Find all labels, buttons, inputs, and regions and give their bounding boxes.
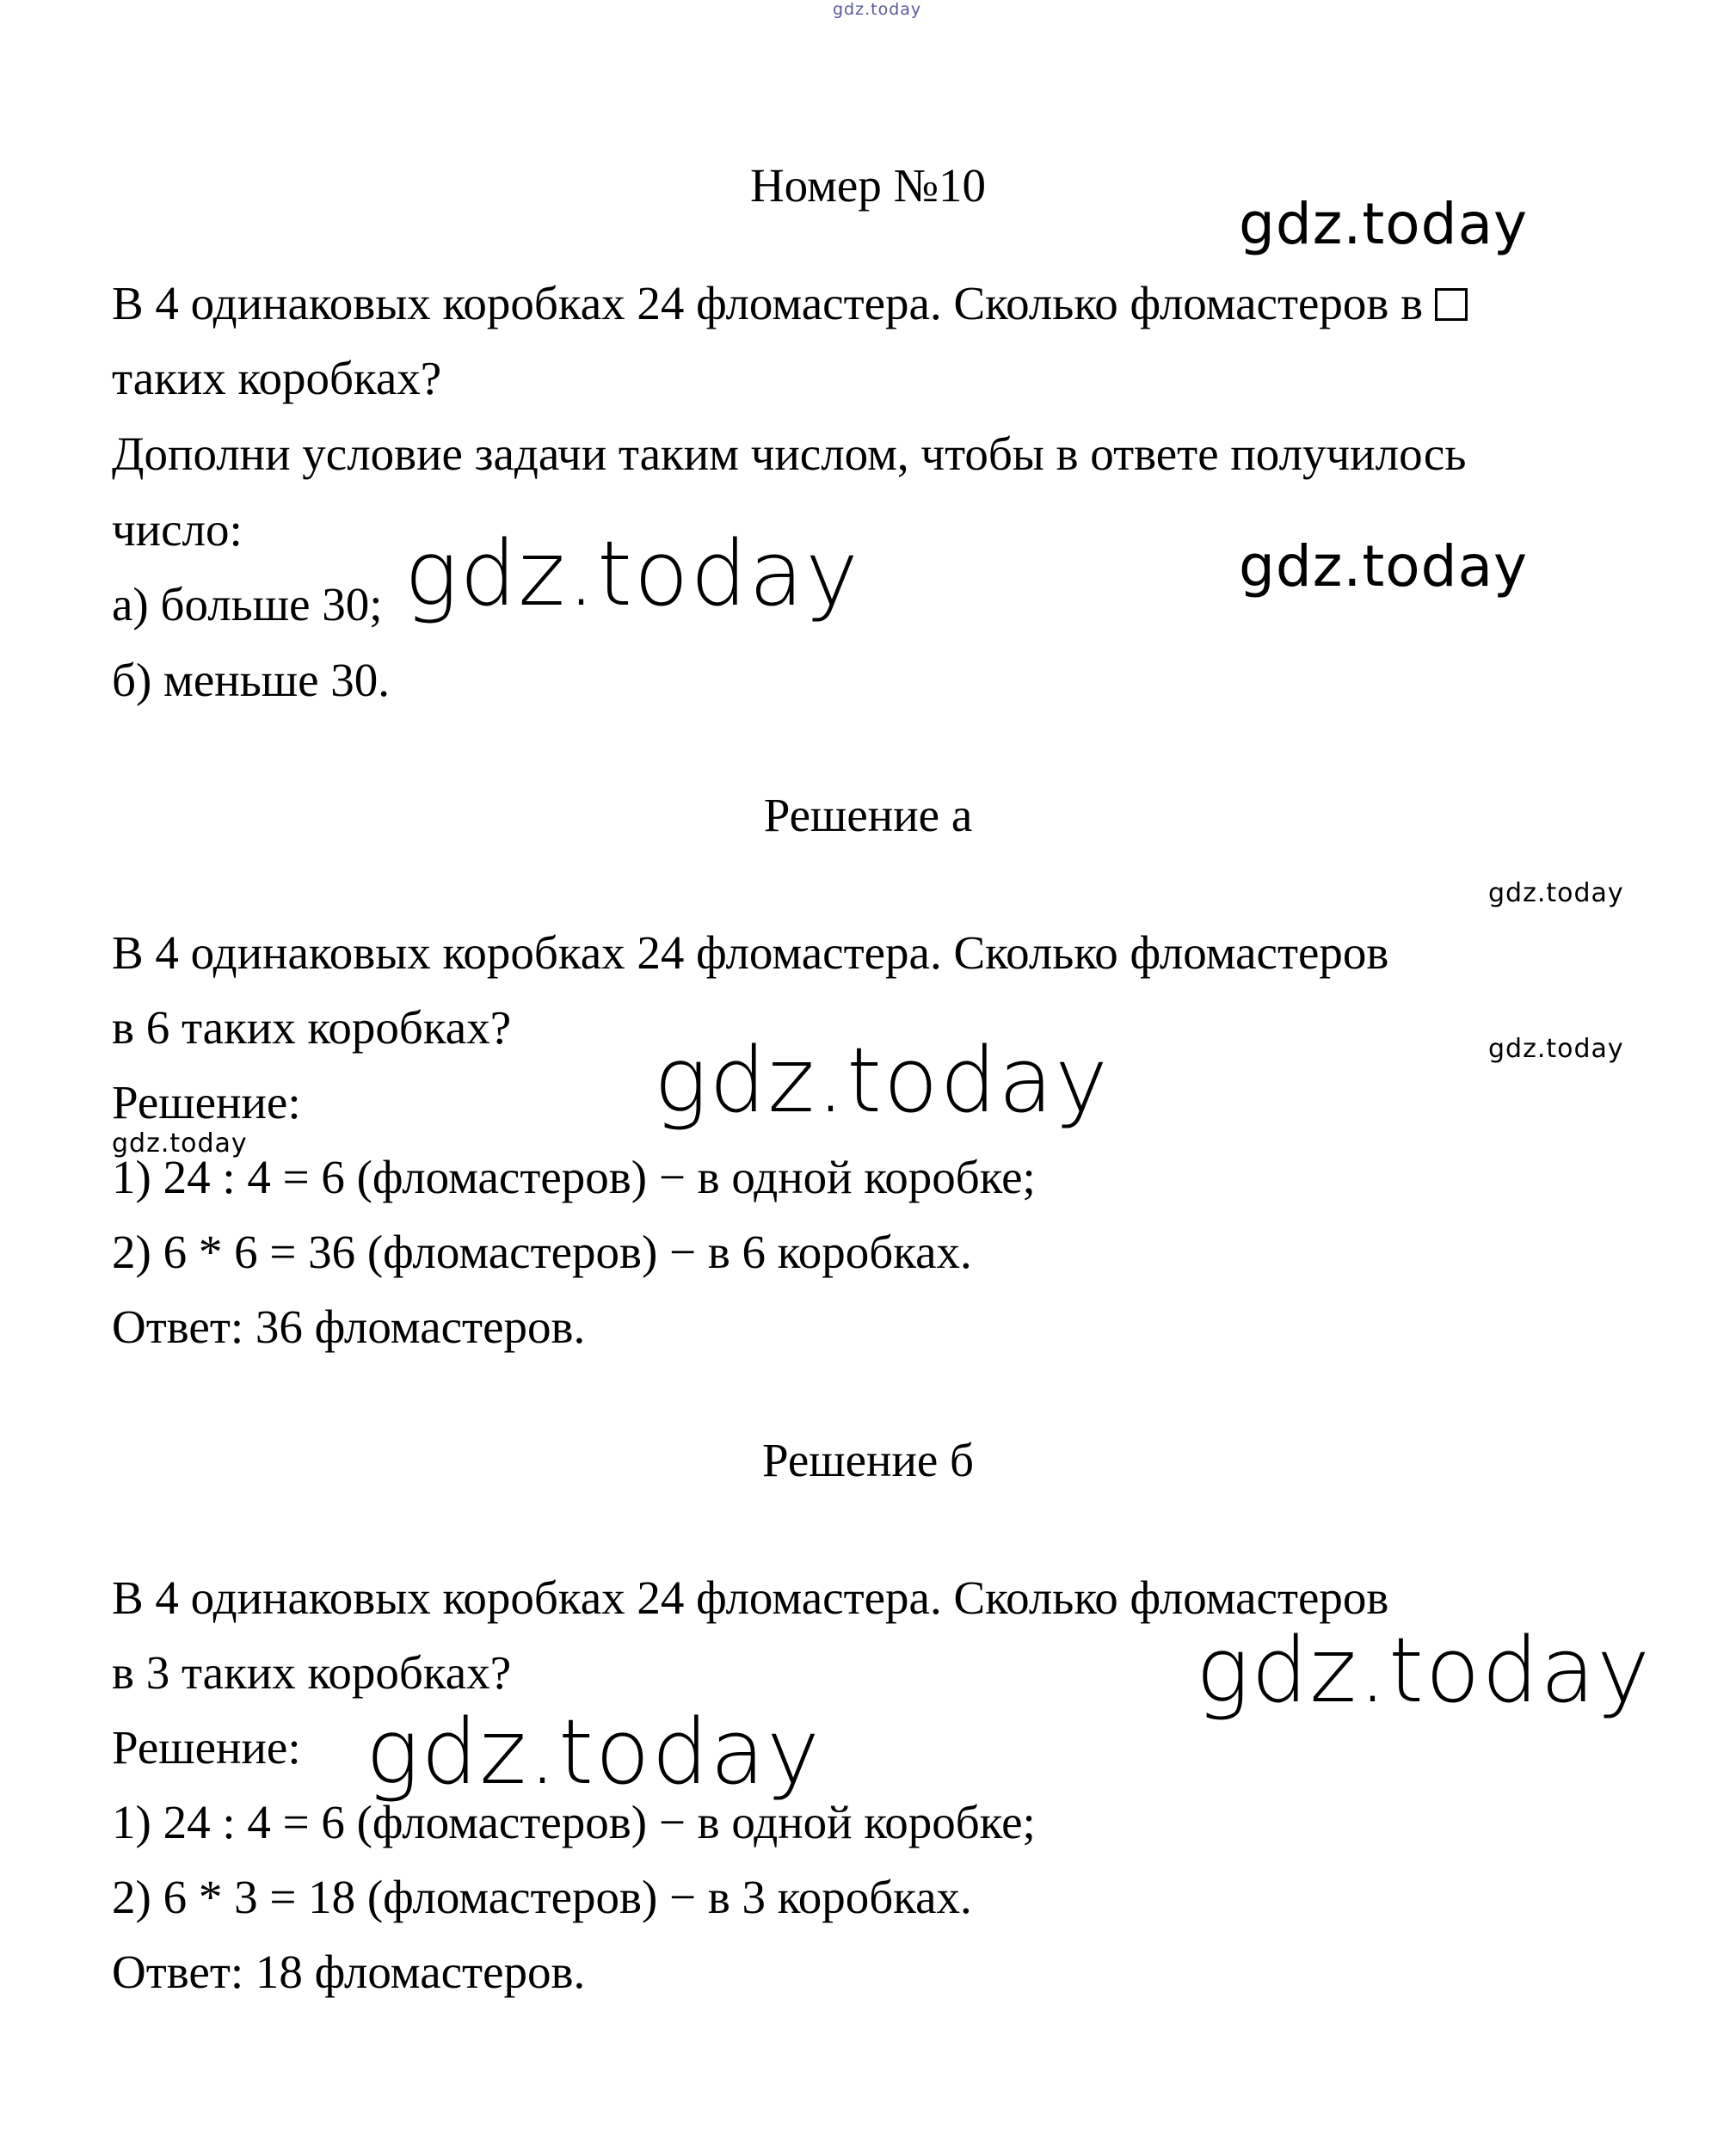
watermark: gdz.today xyxy=(1239,191,1529,257)
solution-b-condition: В 4 одинаковых коробках 24 фломастера. Сколько фломастеров xyxy=(112,1571,1389,1624)
solution-b-step: 1) 24 : 4 = 6 (фломастеров) − в одной коробке; xyxy=(112,1796,1036,1848)
task-line xyxy=(112,277,1468,329)
solution-a-label: Решение: xyxy=(112,1076,301,1128)
task-line: Дополни условие задачи таким числом, чтобы в ответе получилось xyxy=(112,427,1467,480)
solution-b-label: Решение: xyxy=(112,1721,301,1774)
watermark: gdz.today xyxy=(1239,533,1529,599)
task-option-b: б) меньше 30. xyxy=(112,654,391,706)
empty-box-icon xyxy=(1435,288,1468,321)
watermark-top: gdz.today xyxy=(833,0,922,19)
solution-b-answer: Ответ: 18 фломастеров. xyxy=(112,1946,586,1998)
solution-b-step: 2) 6 * 3 = 18 (фломастеров) − в 3 коробках. xyxy=(112,1871,972,1923)
watermark: gdz.today xyxy=(404,521,860,626)
task-option-a: а) больше 30; xyxy=(112,578,383,630)
watermark: gdz.today xyxy=(1196,1618,1652,1723)
watermark: gdz.today xyxy=(654,1028,1110,1133)
solution-a-condition: в 6 таких коробках? xyxy=(112,1001,512,1054)
page-title: Номер №10 xyxy=(749,159,987,212)
watermark: gdz.today xyxy=(366,1700,822,1805)
solution-a-step: 2) 6 * 6 = 36 (фломастеров) − в 6 коробках. xyxy=(112,1226,972,1278)
watermark: gdz.today xyxy=(1488,878,1624,908)
solution-b-condition: в 3 таких коробках? xyxy=(112,1646,512,1699)
solution-a-answer: Ответ: 36 фломастеров. xyxy=(112,1300,586,1353)
solution-b-heading: Решение б xyxy=(761,1434,975,1486)
solution-a-step: 1) 24 : 4 = 6 (фломастеров) − в одной коробке; xyxy=(112,1151,1036,1203)
watermark: gdz.today xyxy=(1488,1034,1624,1064)
task-line: число: xyxy=(112,503,243,556)
task-text: В 4 одинаковых коробках 24 фломастера. Сколько фломастеров в xyxy=(112,277,1424,329)
task-line: таких коробках? xyxy=(112,352,442,404)
solution-a-condition: В 4 одинаковых коробках 24 фломастера. Сколько фломастеров xyxy=(112,926,1389,979)
watermark: gdz.today xyxy=(112,1128,248,1159)
solution-a-heading: Решение а xyxy=(763,789,973,841)
